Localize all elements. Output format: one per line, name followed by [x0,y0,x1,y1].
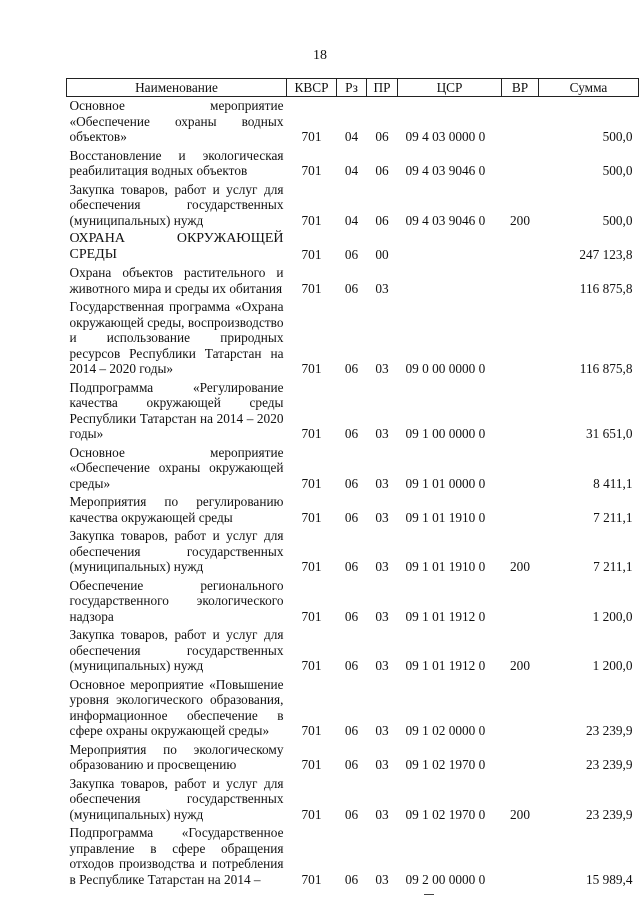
cell-csr: 09 1 02 0000 0 [405,723,486,738]
cell-sum: 23 239,9 [585,806,633,822]
cell-vr: 200 [510,806,530,822]
cell-kvsr: 701 [301,475,322,491]
cell-rz: 06 [344,246,359,262]
cell-csr [398,264,502,298]
cell-name: Основное мероприятие «Повышение уровня экологического образования, информационное обеспечение в сфере охраны окружающей среды» [69,676,284,738]
cell-rz: 04 [344,129,359,144]
cell-vr: 200 [510,559,530,574]
cell-rz: 06 [344,871,359,887]
column-header-vr: ВР [502,79,539,97]
cell-sum: 31 651,0 [585,426,633,441]
cell-sum: 1 200,0 [592,658,633,673]
cell-pr: 03 [375,806,389,822]
cell-kvsr: 701 [301,246,322,262]
cell-sum: 500,0 [602,129,633,144]
table-row [67,626,639,676]
cell-rz: 06 [344,280,359,296]
column-header-csr: ЦСР [398,79,502,97]
cell-rz: 04 [344,163,359,178]
cell-vr [502,444,539,494]
cell-vr [502,493,539,527]
cell-pr: 03 [375,723,389,738]
cell-pr: 03 [375,757,389,772]
cell-sum: 1 200,0 [592,608,633,624]
cell-kvsr: 701 [301,757,322,772]
cell-sum: 23 239,9 [585,757,633,772]
table-row [67,97,639,147]
cell-vr: 200 [510,658,530,673]
cell-sum: 500,0 [602,212,633,228]
cell-sum: 7 211,1 [593,509,633,525]
cell-csr: 09 4 03 9046 0 [405,163,486,178]
table-row [67,147,639,181]
cell-csr: 09 4 03 0000 0 [405,129,486,144]
cell-vr: 200 [510,212,530,228]
cell-pr: 03 [375,426,389,441]
cell-sum: 116 875,8 [579,361,633,376]
cell-rz: 06 [344,361,359,376]
table-row [67,264,639,298]
cell-kvsr: 701 [301,806,322,822]
cell-csr: 09 1 01 1910 0 [405,559,486,574]
table-row [67,527,639,577]
cell-pr: 03 [375,608,389,624]
cell-name: Охрана объектов растительного и животного мира и среды их обитания [69,265,284,296]
page-number: 18 [313,48,327,63]
cell-name: Закупка товаров, работ и услуг для обеспечения государственных (муниципальных) нужд [69,775,284,822]
cell-csr: 09 0 00 0000 0 [405,361,486,376]
table-row [67,444,639,494]
cell-rz: 06 [344,608,359,624]
column-header-kvsr: КВСР [287,79,337,97]
cell-pr: 06 [375,212,389,228]
cell-pr: 03 [375,475,389,491]
column-header-sum: Сумма [539,79,639,97]
table-row [67,230,639,264]
cell-name: Основное мероприятие «Обеспечение охраны окружающей среды» [69,444,284,491]
cell-rz: 06 [344,426,359,441]
cell-vr [502,824,539,889]
cell-csr: 09 2 00 0000 0 [405,871,486,887]
cell-sum: 500,0 [602,163,633,178]
cell-vr [502,298,539,379]
cell-vr [502,264,539,298]
cell-pr: 03 [375,658,389,673]
cell-rz: 04 [344,212,359,228]
cell-sum: 23 239,9 [585,723,633,738]
cell-kvsr: 701 [301,280,322,296]
cell-kvsr: 701 [301,723,322,738]
cell-rz: 06 [344,509,359,525]
cell-rz: 06 [344,723,359,738]
cell-csr: 09 1 01 0000 0 [405,475,486,491]
cell-sum: 15 989,4 [585,871,633,887]
cell-pr: 00 [375,246,389,262]
cell-vr [502,577,539,627]
cell-sum: 247 123,8 [579,246,633,262]
cell-vr [502,97,539,147]
cell-kvsr: 701 [301,361,322,376]
column-header-name: Наименование [67,79,287,97]
cell-name: Основное мероприятие «Обеспечение охраны водных объектов» [69,98,284,144]
table-row [67,298,639,379]
table-row [67,824,639,889]
cell-pr: 03 [375,509,389,525]
cell-name: Подпрограмма «Государственное управление в сфере обращения отходов производства и потребления в Республике Татарстан на 2014 – [69,825,284,887]
cell-kvsr: 701 [301,608,322,624]
cell-rz: 06 [344,757,359,772]
budget-table [66,78,639,889]
cell-name: Мероприятия по экологическому образованию и просвещению [69,741,284,772]
cell-name: Государственная программа «Охрана окружающей среды, воспроизводство и использование природных ресурсов Республики Татарстан на 2014 – 2020 годы» [69,299,284,376]
cell-sum: 7 211,1 [593,559,633,574]
cell-vr [502,676,539,741]
cell-sum: 116 875,8 [579,280,633,296]
cell-kvsr: 701 [301,426,322,441]
cell-name: Подпрограмма «Регулирование качества окружающей среды Республики Татарстан на 2014 – 2020 годы» [69,379,284,441]
cell-name: Закупка товаров, работ и услуг для обеспечения государственных (муниципальных) нужд [69,528,284,574]
cell-kvsr: 701 [301,559,322,574]
table-row [67,181,639,231]
cell-pr: 06 [375,129,389,144]
cell-name: Закупка товаров, работ и услуг для обеспечения государственных (муниципальных) нужд [69,627,284,673]
cell-csr: 09 4 03 9046 0 [405,212,486,228]
table-row [67,577,639,627]
cell-rz: 06 [344,475,359,491]
table-row [67,676,639,741]
cell-vr [502,147,539,181]
cell-kvsr: 701 [301,212,322,228]
cell-name: Закупка товаров, работ и услуг для обеспечения государственных (муниципальных) нужд [69,181,284,228]
table-row [67,379,639,444]
cell-vr [502,379,539,444]
cell-kvsr: 701 [301,871,322,887]
table-row [67,493,639,527]
cell-csr: 09 1 01 1912 0 [405,608,486,624]
cell-sum: 8 411,1 [593,475,633,491]
cell-name: Обеспечение регионального государственного экологического надзора [69,577,284,624]
cell-kvsr: 701 [301,163,322,178]
cell-rz: 06 [344,559,359,574]
cell-rz: 06 [344,658,359,673]
footer-dash [424,894,434,895]
cell-kvsr: 701 [301,658,322,673]
column-header-pr: ПР [367,79,398,97]
cell-csr: 09 1 00 0000 0 [405,426,486,441]
cell-pr: 03 [375,361,389,376]
cell-name: ОХРАНА ОКРУЖАЮЩЕЙ СРЕДЫ [69,231,284,262]
cell-csr: 09 1 01 1910 0 [405,509,486,525]
table-row [67,741,639,775]
cell-csr [398,230,502,264]
cell-vr [502,230,539,264]
cell-kvsr: 701 [301,129,322,144]
cell-vr [502,741,539,775]
cell-csr: 09 1 02 1970 0 [405,806,486,822]
cell-pr: 03 [375,280,389,296]
cell-name: Восстановление и экологическая реабилитация водных объектов [69,147,284,178]
table-body [67,97,639,890]
cell-pr: 06 [375,163,389,178]
table-row [67,775,639,825]
cell-kvsr: 701 [301,509,322,525]
cell-pr: 03 [375,871,389,887]
cell-rz: 06 [344,806,359,822]
table-header-row [67,79,639,97]
column-header-rz: Рз [337,79,367,97]
cell-csr: 09 1 01 1912 0 [405,658,486,673]
cell-name: Мероприятия по регулированию качества окружающей среды [69,494,284,525]
cell-pr: 03 [375,559,389,574]
cell-csr: 09 1 02 1970 0 [405,757,486,772]
